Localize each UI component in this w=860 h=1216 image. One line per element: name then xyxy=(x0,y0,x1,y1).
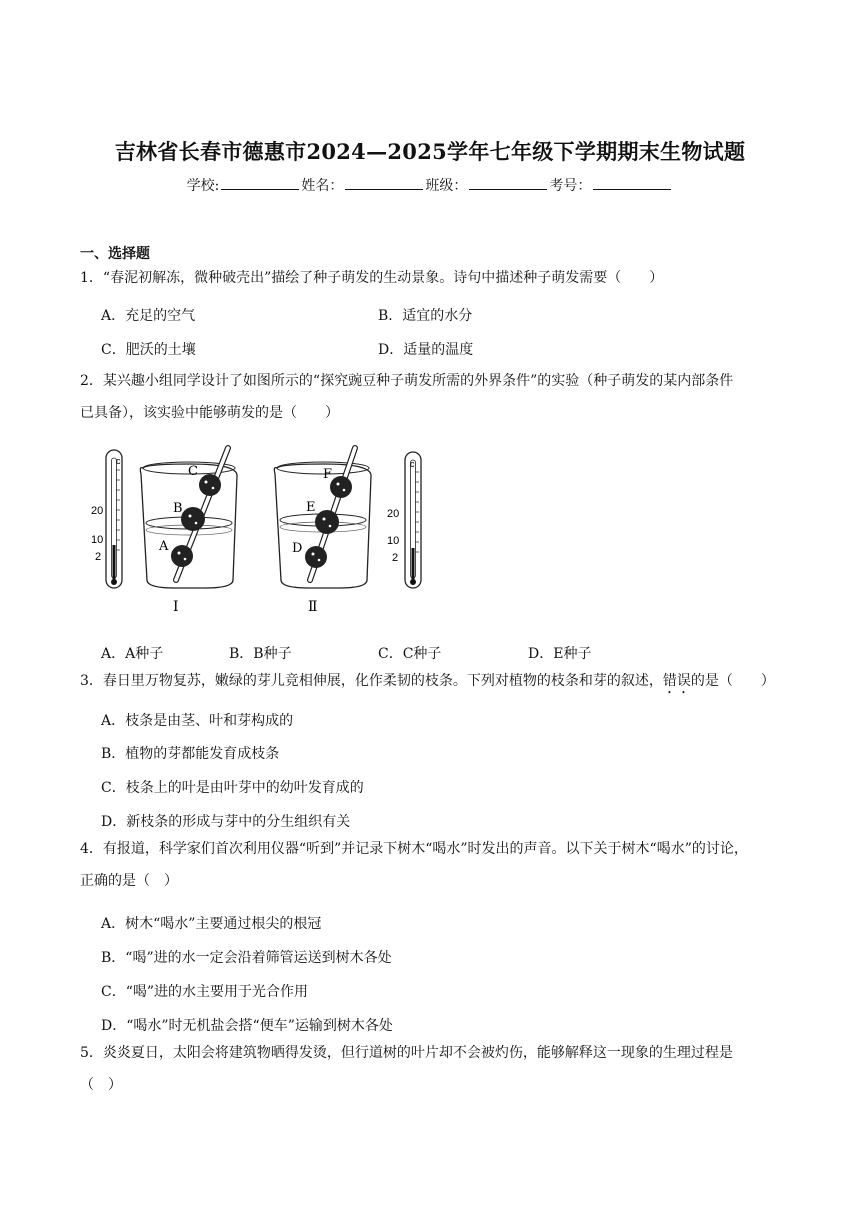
school-blank xyxy=(221,176,299,190)
thermo-right-tick-2: 2 xyxy=(392,552,399,564)
q2-option-c: C．C种子 xyxy=(378,646,442,662)
beaker-1-label: Ⅰ xyxy=(173,599,179,615)
q3-stem-emphasis: 错误 xyxy=(662,673,691,689)
label-f: F xyxy=(323,467,333,482)
question-2-stem-line1: 2．某兴趣小组同学设计了如图所示的“探究豌豆种子萌发所需的外界条件”的实验（种子萌发的某内部条件 xyxy=(80,373,734,389)
q4-option-a: A．树木“喝水”主要通过根尖的根冠 xyxy=(101,916,322,932)
question-4-stem-line2: 正确的是（ ） xyxy=(80,873,178,889)
label-d: D xyxy=(292,541,303,556)
class-label: 班级： xyxy=(425,178,468,194)
q3-option-b: B．植物的芽都能发育成枝条 xyxy=(101,746,280,762)
q2-option-a: A．A种子 xyxy=(101,646,164,662)
beaker-2 xyxy=(274,448,371,615)
question-3-stem xyxy=(80,664,800,698)
q1-option-a: A．充足的空气 xyxy=(101,308,196,324)
thermo-left-unit: c xyxy=(116,456,121,466)
seed-germination-experiment-figure xyxy=(91,440,435,620)
seed-e xyxy=(315,510,339,534)
thermo-right-tick-10: 10 xyxy=(387,535,400,547)
name-label: 姓名： xyxy=(301,178,344,194)
class-blank xyxy=(469,176,547,190)
q2-option-b: B．B种子 xyxy=(229,646,292,662)
seed-c xyxy=(199,474,221,496)
beaker-1 xyxy=(140,448,237,615)
q3-option-c: C．枝条上的叶是由叶芽中的幼叶发育成的 xyxy=(101,780,364,796)
q1-option-c: C．肥沃的土壤 xyxy=(101,342,196,358)
school-label: 学校: xyxy=(186,178,220,194)
thermo-left-tick-20: 20 xyxy=(91,505,104,517)
q3-option-d: D．新枝条的形成与芽中的分生组织有关 xyxy=(101,814,351,830)
thermo-left-tick-10: 10 xyxy=(91,534,104,546)
label-c: C xyxy=(188,464,198,479)
student-info-line xyxy=(0,175,860,195)
q1-option-d: D．适量的温度 xyxy=(378,342,474,358)
thermo-right-tick-20: 20 xyxy=(387,508,400,520)
q3-option-a: A．枝条是由茎、叶和芽构成的 xyxy=(101,713,294,729)
thermometer-right xyxy=(387,452,421,588)
exam-no-label: 考号： xyxy=(549,178,592,194)
q2-option-d: D．E种子 xyxy=(528,646,592,662)
question-2-stem-line2: 已具备），该实验中能够萌发的是（ ） xyxy=(80,405,339,421)
thermo-left-tick-2: 2 xyxy=(95,551,102,563)
exam-no-blank xyxy=(593,176,671,190)
seed-d xyxy=(305,546,327,568)
q4-option-d: D．“喝水”时无机盐会搭“便车”运输到树木各处 xyxy=(101,1018,393,1034)
q3-stem-pre: 3．春日里万物复苏，嫩绿的芽儿竞相伸展，化作柔韧的枝条。下列对植物的枝条和芽的叙述， xyxy=(80,673,663,689)
question-1-stem: 1．“春泥初解冻，微种破壳出”描绘了种子萌发的生动景象。诗句中描述种子萌发需要（ ） xyxy=(80,270,664,286)
name-blank xyxy=(345,176,423,190)
seed-a xyxy=(171,545,193,567)
q1-option-b: B．适宜的水分 xyxy=(378,308,473,324)
q4-option-b: B．“喝”进的水一定会沿着筛管运送到树木各处 xyxy=(101,950,392,966)
q3-stem-post: 的是（ ） xyxy=(690,673,775,689)
label-b: B xyxy=(173,501,183,516)
question-5-stem-line2: （ ） xyxy=(80,1077,122,1093)
seed-f xyxy=(330,476,352,498)
question-5-stem-line1: 5．炎炎夏日，太阳会将建筑物晒得发烫，但行道树的叶片却不会被灼伤，能够解释这一现象的生理过程是 xyxy=(80,1045,733,1061)
beaker-2-label: Ⅱ xyxy=(308,599,318,615)
page-title: 吉林省长春市德惠市2024—2025学年七年级下学期期末生物试题 xyxy=(114,139,746,164)
label-e: E xyxy=(306,500,316,515)
question-4-stem-line1: 4．有报道，科学家们首次利用仪器“听到”并记录下树木“喝水”时发出的声音。以下关于树木“喝水”的讨论， xyxy=(80,841,748,857)
label-a: A xyxy=(159,539,169,554)
seed-b xyxy=(181,507,205,531)
thermometer-left xyxy=(91,450,122,588)
section-title: 一、选择题 xyxy=(80,246,150,262)
q4-option-c: C．“喝”进的水主要用于光合作用 xyxy=(101,984,309,1000)
thermo-right-unit: c xyxy=(410,459,415,469)
